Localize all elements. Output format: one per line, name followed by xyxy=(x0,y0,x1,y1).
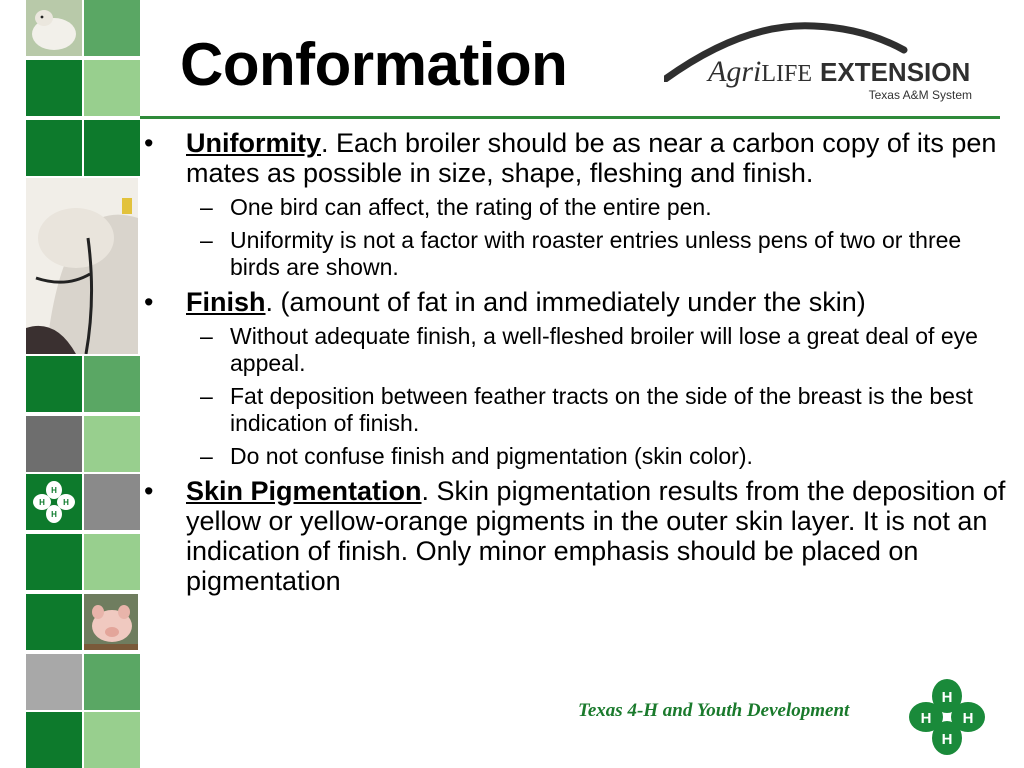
svg-text:H: H xyxy=(51,510,57,519)
bullet-text: . Skin pigmentation results from the deposition of yellow or yellow-orange pigments in the outer skin layer. It is not an indication of finish. Only minor emphasis should be placed on pigmentation xyxy=(186,476,1006,596)
sidebar-tile xyxy=(84,356,140,412)
bullet-text: . (amount of fat in and immediately under the skin) xyxy=(265,287,866,317)
sidebar-tile xyxy=(26,594,82,650)
svg-text:H: H xyxy=(39,498,45,507)
four-h-clover-icon xyxy=(902,672,992,762)
sidebar-tile xyxy=(84,534,140,590)
four-h-clover-icon xyxy=(26,474,82,530)
agrilife-extension-logo xyxy=(664,22,984,104)
sub-bullet xyxy=(144,383,1014,437)
slide-body xyxy=(144,128,1014,602)
sub-bullet xyxy=(144,323,1014,377)
svg-text:H: H xyxy=(63,498,69,507)
sidebar-tile xyxy=(84,654,140,710)
bullet-icon: • xyxy=(144,128,154,158)
sidebar-tile xyxy=(26,120,82,176)
sidebar-tile xyxy=(26,60,82,116)
sub-bullet-text: One bird can affect, the rating of the entire pen. xyxy=(230,194,712,220)
sidebar-tile xyxy=(26,356,82,412)
sidebar-tile xyxy=(84,60,140,116)
sub-bullet-text: Without adequate finish, a well-fleshed broiler will lose a great deal of eye appeal. xyxy=(230,323,978,376)
sidebar-tile xyxy=(84,474,140,530)
dash-icon: – xyxy=(200,227,213,253)
sub-bullet-text: Fat deposition between feather tracts on the side of the breast is the best indication of finish. xyxy=(230,383,973,436)
footer-text: Texas 4-H and Youth Development xyxy=(578,700,850,721)
logo-agri: Agri xyxy=(708,55,762,88)
title-divider xyxy=(140,116,1000,119)
sub-bullet-text: Do not confuse finish and pigmentation (skin color). xyxy=(230,443,753,469)
sub-bullet xyxy=(144,443,1014,470)
bullet-term: Uniformity xyxy=(186,128,321,158)
bullet-skin-pigmentation xyxy=(144,476,1014,596)
sidebar-tile xyxy=(84,120,140,176)
bullet-icon: • xyxy=(144,287,154,317)
sidebar-tile xyxy=(26,534,82,590)
bullet-uniformity xyxy=(144,128,1014,188)
svg-text:H: H xyxy=(920,710,932,727)
sidebar-tile xyxy=(26,712,82,768)
dash-icon: – xyxy=(200,383,213,409)
bullet-finish xyxy=(144,287,1014,317)
decorative-sidebar xyxy=(0,0,138,768)
cow-photo xyxy=(26,178,138,354)
logo-extension: EXTENSION xyxy=(820,57,971,87)
sidebar-tile xyxy=(84,0,140,56)
sidebar-tile xyxy=(84,416,140,472)
svg-text:H: H xyxy=(941,689,953,706)
dash-icon: – xyxy=(200,194,213,220)
sidebar-tile xyxy=(26,416,82,472)
svg-text:H: H xyxy=(962,710,974,727)
page-title: Conformation xyxy=(180,31,568,98)
sub-bullet xyxy=(144,194,1014,221)
bullet-icon: • xyxy=(144,476,154,506)
bullet-term: Skin Pigmentation xyxy=(186,476,422,506)
sub-bullet xyxy=(144,227,1014,281)
lamb-photo xyxy=(26,0,82,56)
dash-icon: – xyxy=(200,443,213,469)
sidebar-tile xyxy=(84,712,140,768)
bullet-term: Finish xyxy=(186,287,266,317)
sidebar-tile xyxy=(26,654,82,710)
logo-subtitle: Texas A&M System xyxy=(868,88,972,102)
logo-wordmark xyxy=(708,55,970,89)
bullet-text: . Each broiler should be as near a carbon copy of its pen mates as possible in size, shape, fleshing and finish. xyxy=(186,128,997,188)
svg-text:H: H xyxy=(51,486,57,495)
pig-photo xyxy=(84,594,138,650)
sub-bullet-text: Uniformity is not a factor with roaster entries unless pens of two or three birds are shown. xyxy=(230,227,962,280)
logo-life: LIFE xyxy=(761,61,813,87)
svg-text:H: H xyxy=(941,731,953,748)
dash-icon: – xyxy=(200,323,213,349)
